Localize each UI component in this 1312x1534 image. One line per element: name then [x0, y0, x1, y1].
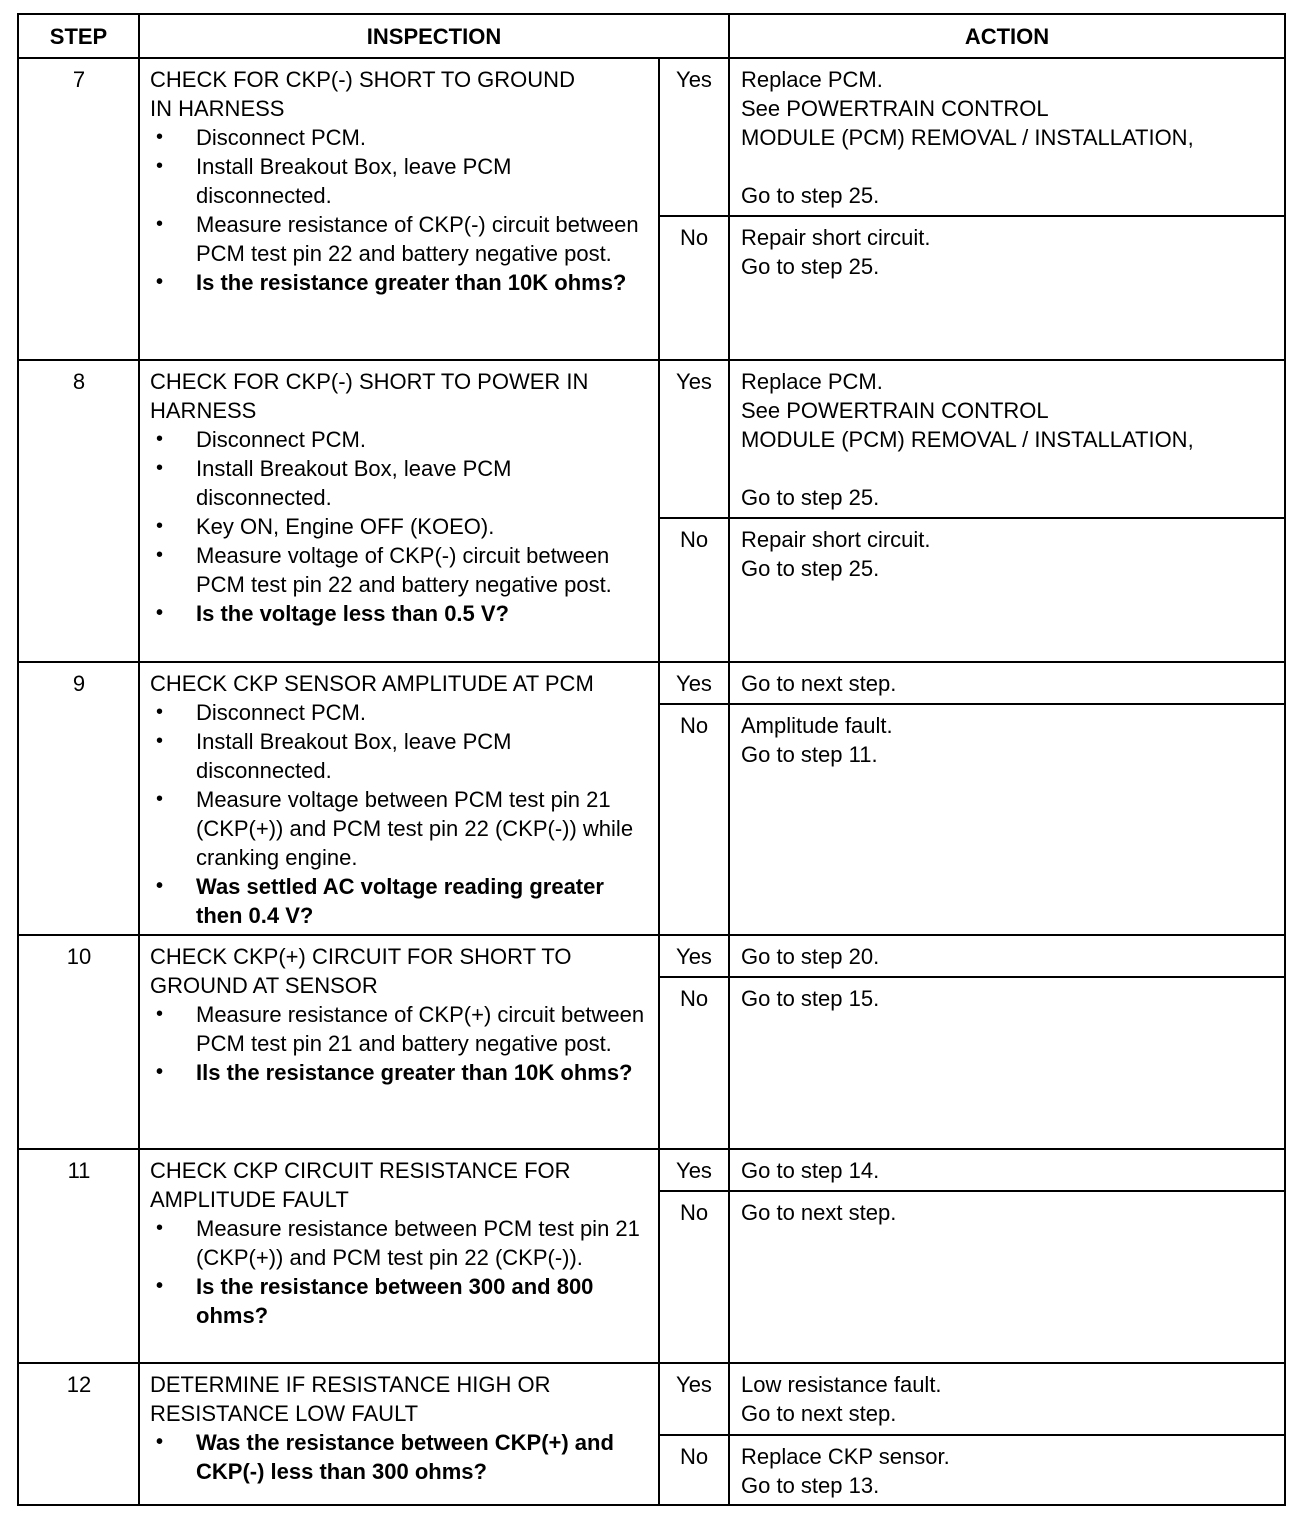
inspection-bullet: • Measure resistance of CKP(-) circuit between PCM test pin 22 and battery negative post.	[150, 210, 649, 268]
inspection-title-line: RESISTANCE LOW FAULT	[150, 1401, 419, 1426]
step-number: 7	[18, 58, 139, 360]
inspection-bullet: • Measure resistance between PCM test pin 21 (CKP(+)) and PCM test pin 22 (CKP(-)).	[150, 1214, 649, 1272]
yes-label: Yes	[659, 935, 729, 977]
table-row	[18, 662, 1285, 704]
action-line: Replace PCM.	[741, 67, 883, 92]
action-line: Go to step 20.	[741, 944, 880, 969]
inspection-question: • Is the voltage less than 0.5 V?	[150, 599, 649, 628]
inspection-title-line: CHECK CKP CIRCUIT RESISTANCE FOR	[150, 1158, 571, 1183]
action-line: MODULE (PCM) REMOVAL / INSTALLATION,	[741, 125, 1194, 150]
yes-label: Yes	[659, 58, 729, 216]
step-number: 8	[18, 360, 139, 662]
table-row	[18, 58, 1285, 216]
action-line: Go to step 14.	[741, 1158, 880, 1183]
yes-action	[729, 1363, 1285, 1435]
no-label: No	[659, 1435, 729, 1505]
yes-label: Yes	[659, 1363, 729, 1435]
diagnostic-table-sheet	[17, 13, 1284, 1506]
yes-label: Yes	[659, 360, 729, 518]
action-line: Go to step 25.	[741, 556, 880, 581]
inspection-bullets	[150, 698, 649, 930]
yes-action	[729, 1149, 1285, 1191]
header-row	[18, 14, 1285, 58]
inspection-title-line: CHECK CKP SENSOR AMPLITUDE AT PCM	[150, 671, 594, 696]
no-action	[729, 704, 1285, 935]
inspection-bullet: • Install Breakout Box, leave PCM disconnected.	[150, 454, 649, 512]
yes-action	[729, 360, 1285, 518]
inspection-bullet: • Key ON, Engine OFF (KOEO).	[150, 512, 649, 541]
step-number: 11	[18, 1149, 139, 1363]
yes-label: Yes	[659, 1149, 729, 1191]
inspection-title-line: CHECK CKP(+) CIRCUIT FOR SHORT TO	[150, 944, 572, 969]
inspection-bullet: • Disconnect PCM.	[150, 698, 649, 727]
action-line: Go to next step.	[741, 1200, 897, 1225]
inspection-bullet: • Disconnect PCM.	[150, 123, 649, 152]
no-label: No	[659, 1191, 729, 1363]
inspection-title-line: DETERMINE IF RESISTANCE HIGH OR	[150, 1372, 551, 1397]
step-number: 10	[18, 935, 139, 1149]
inspection-bullet: • Measure voltage of CKP(-) circuit between PCM test pin 22 and battery negative post.	[150, 541, 649, 599]
action-line: Repair short circuit.	[741, 225, 931, 250]
inspection-bullet: • Install Breakout Box, leave PCM disconnected.	[150, 727, 649, 785]
action-line: Repair short circuit.	[741, 527, 931, 552]
no-action	[729, 1435, 1285, 1505]
action-line: See POWERTRAIN CONTROL	[741, 398, 1049, 423]
inspection-bullets	[150, 1214, 649, 1330]
action-line: Replace CKP sensor.	[741, 1444, 950, 1469]
inspection-cell	[139, 58, 659, 360]
no-label: No	[659, 216, 729, 360]
table-body	[18, 58, 1285, 1505]
inspection-cell	[139, 662, 659, 935]
inspection-cell	[139, 360, 659, 662]
inspection-bullet: • Install Breakout Box, leave PCM disconnected.	[150, 152, 649, 210]
action-line: Low resistance fault.	[741, 1372, 942, 1397]
action-line: See POWERTRAIN CONTROL	[741, 96, 1049, 121]
no-label: No	[659, 977, 729, 1149]
no-action	[729, 216, 1285, 360]
inspection-title-line: HARNESS	[150, 398, 257, 423]
action-header: ACTION	[729, 14, 1285, 58]
table-row	[18, 1149, 1285, 1191]
inspection-question: • Was the resistance between CKP(+) and CKP(-) less than 300 ohms?	[150, 1428, 649, 1486]
yes-action	[729, 58, 1285, 216]
action-line	[741, 454, 1275, 483]
action-line: Go to step 13.	[741, 1473, 880, 1498]
step-header: STEP	[18, 14, 139, 58]
yes-action	[729, 662, 1285, 704]
action-line: Go to step 25.	[741, 254, 880, 279]
inspection-bullet: • Measure resistance of CKP(+) circuit between PCM test pin 21 and battery negative post.	[150, 1000, 649, 1058]
inspection-bullet: • Measure voltage between PCM test pin 21 (CKP(+)) and PCM test pin 22 (CKP(-)) while cranking engine.	[150, 785, 649, 872]
inspection-question: • Is the resistance greater than 10K ohms?	[150, 268, 649, 297]
action-line	[741, 152, 1275, 181]
no-action	[729, 977, 1285, 1149]
inspection-cell	[139, 935, 659, 1149]
inspection-bullets	[150, 1000, 649, 1087]
inspection-title-line: AMPLITUDE FAULT	[150, 1187, 349, 1212]
yes-label: Yes	[659, 662, 729, 704]
action-line: MODULE (PCM) REMOVAL / INSTALLATION,	[741, 427, 1194, 452]
inspection-question: • Ils the resistance greater than 10K ohms?	[150, 1058, 649, 1087]
inspection-header: INSPECTION	[139, 14, 729, 58]
inspection-bullets	[150, 123, 649, 297]
inspection-cell	[139, 1149, 659, 1363]
inspection-title-line: CHECK FOR CKP(-) SHORT TO GROUND	[150, 67, 575, 92]
action-line: Replace PCM.	[741, 369, 883, 394]
action-line: Go to step 25.	[741, 183, 880, 208]
action-line: Go to step 15.	[741, 986, 880, 1011]
inspection-title-line: IN HARNESS	[150, 96, 285, 121]
inspection-bullets	[150, 425, 649, 628]
action-line: Go to next step.	[741, 1401, 897, 1426]
diagnostic-table	[17, 13, 1286, 1506]
inspection-bullets	[150, 1428, 649, 1486]
inspection-bullet: • Disconnect PCM.	[150, 425, 649, 454]
action-line: Amplitude fault.	[741, 713, 893, 739]
action-line: Go to step 11.	[741, 742, 878, 768]
yes-action	[729, 935, 1285, 977]
no-action	[729, 518, 1285, 662]
inspection-title-line: CHECK FOR CKP(-) SHORT TO POWER IN	[150, 369, 589, 394]
action-line: Go to next step.	[741, 671, 897, 696]
inspection-question: • Is the resistance between 300 and 800 ohms?	[150, 1272, 649, 1330]
inspection-cell	[139, 1363, 659, 1505]
no-label: No	[659, 518, 729, 662]
step-number: 12	[18, 1363, 139, 1505]
table-row	[18, 935, 1285, 977]
no-action	[729, 1191, 1285, 1363]
table-row	[18, 1363, 1285, 1435]
inspection-question: • Was settled AC voltage reading greater then 0.4 V?	[150, 872, 649, 930]
action-line: Go to step 25.	[741, 485, 880, 510]
table-row	[18, 360, 1285, 518]
step-number: 9	[18, 662, 139, 935]
no-label: No	[659, 704, 729, 935]
inspection-title-line: GROUND AT SENSOR	[150, 973, 378, 998]
